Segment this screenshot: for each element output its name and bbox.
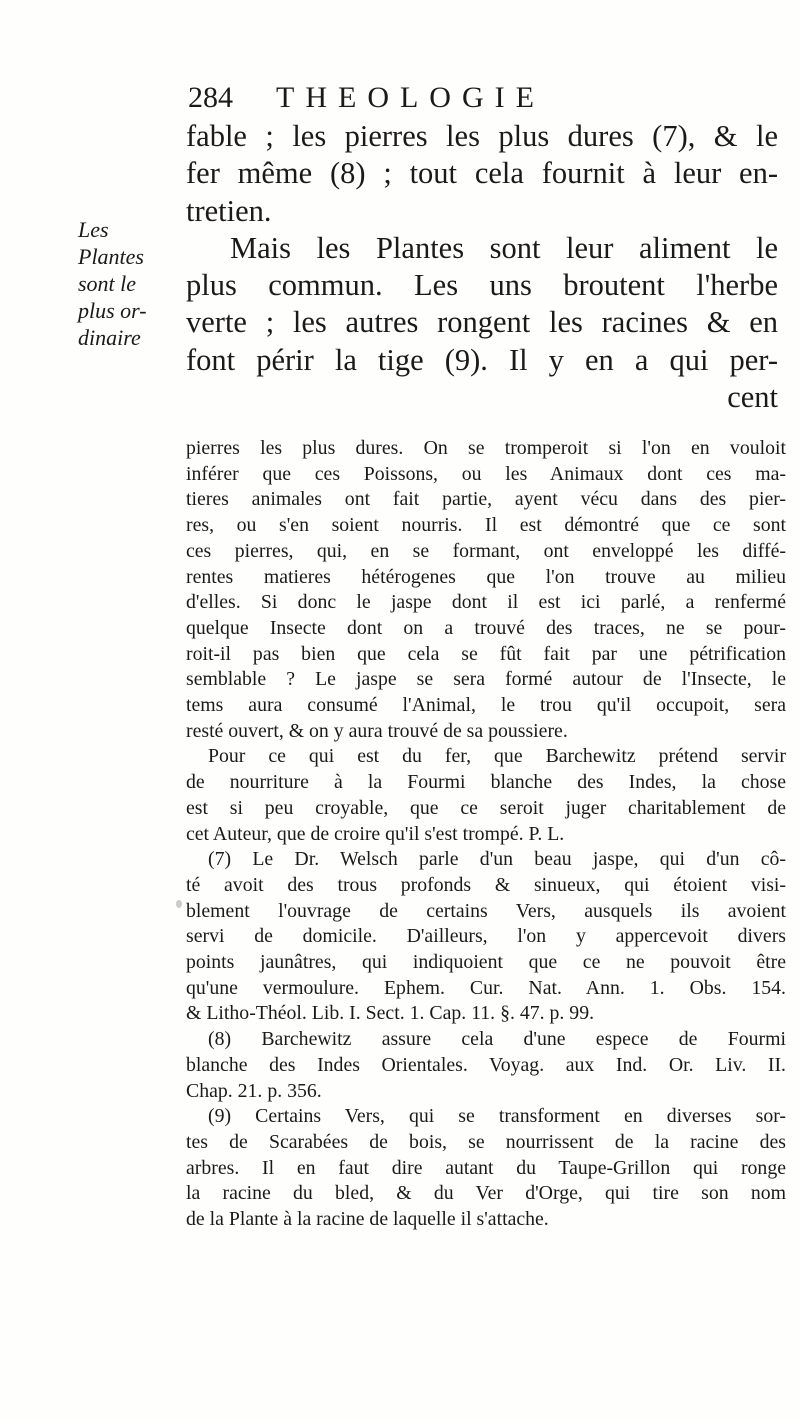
marginal-note-line: Plantes [78, 244, 144, 269]
footnote-line: inférer que ces Poissons, ou les Animaux dont ces ma- [186, 462, 786, 485]
paper-stain [176, 900, 182, 908]
page-number: 284 [188, 81, 233, 114]
footnote-line: est si peu croyable, que ce seroit juger charitablement de [186, 796, 786, 819]
footnote-line: & Litho-Théol. Lib. I. Sect. 1. Cap. 11. §. 47. p. 99. [186, 1002, 595, 1025]
main-text-line: plus commun. Les uns broutent l'herbe [186, 268, 778, 303]
footnote-line: blement l'ouvrage de certains Vers, ausquels ils avoient [186, 899, 786, 922]
footnote-line: (7) Le Dr. Welsch parle d'un beau jaspe, qui d'un cô- [208, 848, 786, 871]
page-header [188, 80, 788, 120]
footnote-line: blanche des Indes Orientales. Voyag. aux Ind. Or. Liv. II. [186, 1053, 786, 1076]
footnote-line: cet Auteur, que de croire qu'il s'est trompé. P. L. [186, 822, 565, 845]
marginal-note-line: sont le [78, 271, 137, 296]
footnote-line: de nourriture à la Fourmi blanche des Indes, la chose [186, 771, 786, 794]
footnote-line: resté ouvert, & on y aura trouvé de sa poussiere. [186, 719, 568, 742]
marginal-note-line: plus or- [78, 298, 147, 323]
main-text-line: verte ; les autres rongent les racines & en [186, 305, 778, 340]
footnote-line: la racine du bled, & du Ver d'Orge, qui tire son nom [186, 1182, 786, 1205]
running-head: THEOLOGIE [276, 81, 545, 114]
footnote-line: ces pierres, qui, en se formant, ont enveloppé les diffé- [186, 539, 786, 562]
footnote-line: Chap. 21. p. 356. [186, 1079, 322, 1102]
footnotes [186, 436, 786, 1233]
footnote-line: points jaunâtres, qui indiquoient que ce ne pouvoit être [186, 951, 786, 974]
footnote-line: pierres les plus dures. On se tromperoit si l'on en vouloit [186, 437, 786, 459]
footnote-line: Pour ce qui est du fer, que Barchewitz prétend servir [208, 745, 786, 768]
main-text-line: fable ; les pierres les plus dures (7), & le [186, 119, 778, 153]
footnote-line: res, ou s'en soient nourris. Il est démontré que ce sont [186, 514, 786, 537]
footnote-line: roit-il pas bien que cela se fût fait par une pétrification [186, 642, 786, 665]
footnote-line: qu'une vermoulure. Ephem. Cur. Nat. Ann. 1. Obs. 154. [186, 976, 786, 999]
marginal-note-line: Les [78, 217, 109, 242]
footnote-line: (9) Certains Vers, qui se transforment en diverses sor- [208, 1105, 786, 1128]
footnote-line: arbres. Il en faut dire autant du Taupe-Grillon qui ronge [186, 1156, 786, 1179]
footnote-line: té avoit des trous profonds & sinueux, qui étoient visi- [186, 873, 786, 896]
footnote-line: servi de domicile. D'ailleurs, l'on y appercevoit divers [186, 925, 786, 948]
footnote-line: tems aura consumé l'Animal, le trou qu'il occupoit, sera [186, 694, 786, 717]
footnote-line: semblable ? Le jaspe se sera formé autour de l'Insecte, le [186, 668, 786, 691]
marginal-note [78, 216, 158, 351]
footnote-line: rentes matieres hétérogenes que l'on trouve au milieu [186, 565, 786, 588]
main-text-line: Mais les Plantes sont leur aliment le [230, 230, 778, 265]
catchword: cent [727, 380, 778, 415]
footnote-line: tieres animales ont fait partie, ayent vécu dans des pier- [186, 488, 786, 511]
main-text-line: tretien. [186, 193, 272, 228]
footnote-line: de la Plante à la racine de laquelle il s'attache. [186, 1208, 549, 1231]
footnote-line: quelque Insecte dont on a trouvé des traces, ne se pour- [186, 616, 786, 639]
main-text [186, 118, 778, 416]
footnote-line: (8) Barchewitz assure cela d'une espece de Fourmi [208, 1028, 786, 1051]
main-text-line: font périr la tige (9). Il y en a qui per- [186, 342, 778, 377]
footnote-line: tes de Scarabées de bois, se nourrissent de la racine des [186, 1130, 786, 1153]
footnote-line: d'elles. Si donc le jaspe dont il est ici parlé, a renfermé [186, 591, 786, 614]
marginal-note-line: dinaire [78, 325, 141, 350]
main-text-line: fer même (8) ; tout cela fournit à leur en- [186, 156, 778, 191]
